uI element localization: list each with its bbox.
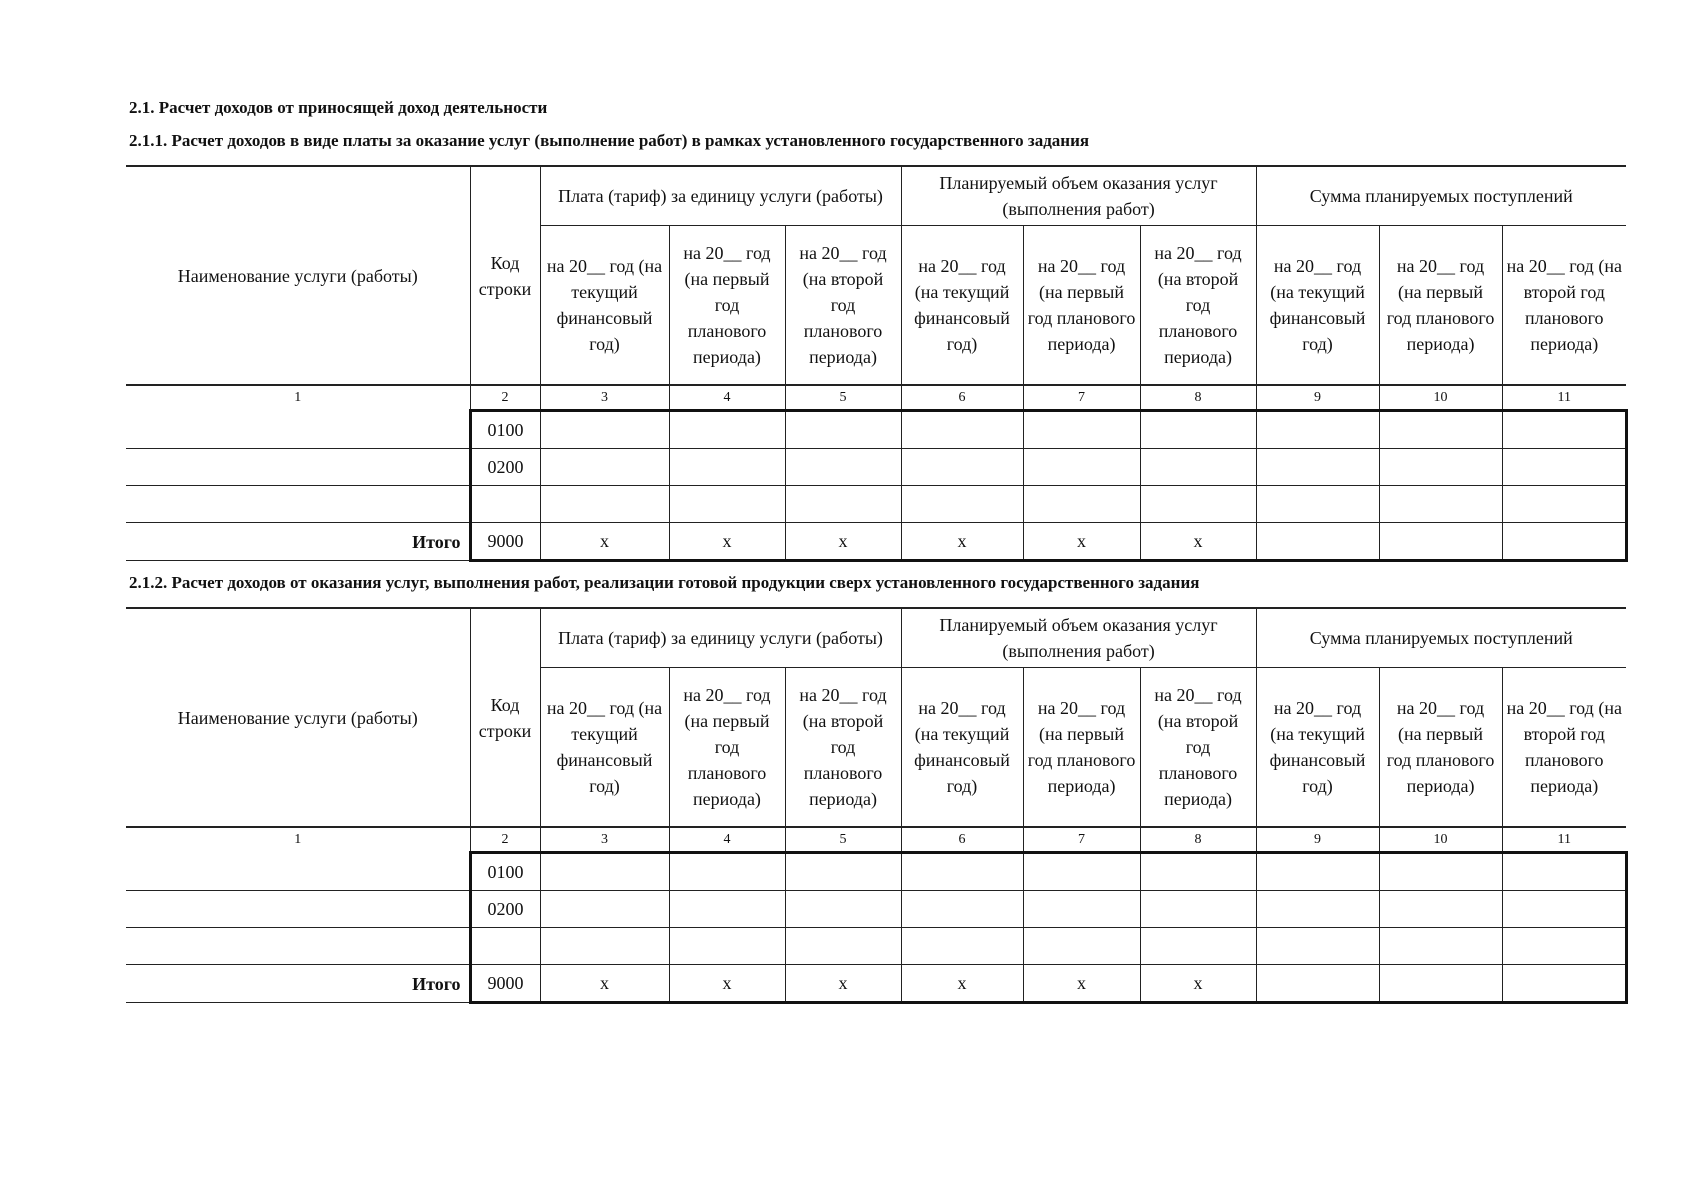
group-header-tariff: Плата (тариф) за единицу услуги (работы): [540, 608, 901, 668]
data-cell[interactable]: [1023, 411, 1140, 449]
table-row: [126, 449, 1626, 486]
data-cell[interactable]: [1502, 853, 1626, 891]
data-cell[interactable]: [1379, 486, 1502, 523]
total-code: 9000: [470, 965, 540, 1003]
col-number: 2: [470, 827, 540, 853]
col-number: 2: [470, 385, 540, 411]
service-name-cell[interactable]: [126, 891, 470, 928]
x-mark: x: [1140, 965, 1256, 1003]
data-cell[interactable]: [1502, 523, 1626, 561]
x-mark: x: [785, 523, 901, 561]
col-code-header: Код строки: [470, 608, 540, 827]
service-name-cell[interactable]: [126, 853, 470, 891]
x-mark: x: [901, 523, 1023, 561]
table-row: [126, 891, 1626, 928]
data-cell[interactable]: [1023, 891, 1140, 928]
data-cell[interactable]: [669, 853, 785, 891]
col-number: 10: [1379, 827, 1502, 853]
sub-header-first: на 20__ год (на первый год планового периода): [1023, 226, 1140, 386]
x-mark: x: [1140, 523, 1256, 561]
data-cell[interactable]: [901, 928, 1023, 965]
data-cell[interactable]: [669, 891, 785, 928]
data-cell[interactable]: [1379, 853, 1502, 891]
column-number-row: [126, 385, 1626, 411]
sub-header-current: на 20__ год (на текущий финансовый год): [540, 668, 669, 828]
data-cell[interactable]: [669, 411, 785, 449]
col-name-header: Наименование услуги (работы): [126, 166, 470, 385]
col-number: 7: [1023, 385, 1140, 411]
data-cell[interactable]: [1502, 928, 1626, 965]
data-cell[interactable]: [1140, 928, 1256, 965]
col-number: 11: [1502, 827, 1626, 853]
col-number: 1: [126, 385, 470, 411]
data-cell[interactable]: [1379, 965, 1502, 1003]
col-number: 1: [126, 827, 470, 853]
data-cell[interactable]: [785, 411, 901, 449]
sub-header-first: на 20__ год (на первый год планового периода): [1379, 668, 1502, 828]
sub-header-first: на 20__ год (на первый год планового периода): [669, 226, 785, 386]
col-number: 4: [669, 827, 785, 853]
x-mark: x: [901, 965, 1023, 1003]
sub-header-second: на 20__ год (на второй год планового периода): [785, 226, 901, 386]
sub-header-first: на 20__ год (на первый год планового периода): [1023, 668, 1140, 828]
sub-header-first: на 20__ год (на первый год планового периода): [1379, 226, 1502, 386]
col-number: 8: [1140, 385, 1256, 411]
group-header-sum: Сумма планируемых поступлений: [1256, 166, 1626, 226]
data-cell[interactable]: [785, 891, 901, 928]
row-code: 0100: [470, 411, 540, 449]
col-number: 6: [901, 385, 1023, 411]
total-row: [126, 965, 1626, 1003]
group-header-sum: Сумма планируемых поступлений: [1256, 608, 1626, 668]
data-cell[interactable]: [540, 486, 669, 523]
sub-header-current: на 20__ год (на текущий финансовый год): [1256, 668, 1379, 828]
col-number: 5: [785, 827, 901, 853]
x-mark: x: [669, 523, 785, 561]
data-cell[interactable]: [901, 891, 1023, 928]
data-cell[interactable]: [1256, 449, 1379, 486]
data-cell[interactable]: [1256, 891, 1379, 928]
table-row: [126, 411, 1626, 449]
service-name-cell[interactable]: [126, 928, 470, 965]
x-mark: x: [1023, 965, 1140, 1003]
col-number: 5: [785, 385, 901, 411]
service-name-cell[interactable]: [126, 449, 470, 486]
sub-header-first: на 20__ год (на первый год планового периода): [669, 668, 785, 828]
section-title: 2.1. Расчет доходов от приносящей доход деятельности: [129, 98, 548, 117]
data-cell[interactable]: [1140, 853, 1256, 891]
sub-header-second: на 20__ год (на второй год планового периода): [1502, 226, 1626, 386]
row-code: 0200: [470, 449, 540, 486]
col-number: 11: [1502, 385, 1626, 411]
table-row: [126, 853, 1626, 891]
table-row: [126, 486, 1626, 523]
data-cell[interactable]: [540, 449, 669, 486]
data-cell[interactable]: [1502, 965, 1626, 1003]
col-number: 9: [1256, 385, 1379, 411]
data-cell[interactable]: [1140, 891, 1256, 928]
data-cell[interactable]: [901, 449, 1023, 486]
data-cell[interactable]: [1256, 928, 1379, 965]
service-name-cell[interactable]: [126, 486, 470, 523]
total-row: [126, 523, 1626, 561]
data-cell[interactable]: [1023, 928, 1140, 965]
data-cell[interactable]: [1256, 411, 1379, 449]
col-number: 7: [1023, 827, 1140, 853]
data-cell[interactable]: [1140, 449, 1256, 486]
data-cell[interactable]: [901, 853, 1023, 891]
table1: [126, 165, 1626, 562]
data-cell[interactable]: [1256, 965, 1379, 1003]
data-cell[interactable]: [1379, 411, 1502, 449]
total-label: Итого: [126, 965, 470, 1003]
data-cell[interactable]: [1502, 411, 1626, 449]
table2: [126, 607, 1626, 1004]
data-cell[interactable]: [901, 486, 1023, 523]
data-cell[interactable]: [1140, 411, 1256, 449]
data-cell[interactable]: [785, 449, 901, 486]
x-mark: x: [785, 965, 901, 1003]
col-name-header: Наименование услуги (работы): [126, 608, 470, 827]
service-name-cell[interactable]: [126, 411, 470, 449]
data-cell[interactable]: [785, 853, 901, 891]
data-cell[interactable]: [540, 928, 669, 965]
data-cell[interactable]: [1256, 523, 1379, 561]
data-cell[interactable]: [1502, 449, 1626, 486]
sub-header-current: на 20__ год (на текущий финансовый год): [901, 668, 1023, 828]
x-mark: x: [669, 965, 785, 1003]
data-cell[interactable]: [540, 411, 669, 449]
total-code: 9000: [470, 523, 540, 561]
data-cell[interactable]: [540, 891, 669, 928]
data-cell[interactable]: [1379, 449, 1502, 486]
data-cell[interactable]: [540, 853, 669, 891]
table2-title: 2.1.2. Расчет доходов от оказания услуг, выполнения работ, реализации готовой продукции сверх установленного государственного задания: [129, 573, 1200, 592]
data-cell[interactable]: [1256, 486, 1379, 523]
sub-header-second: на 20__ год (на второй год планового периода): [1140, 226, 1256, 386]
column-number-row: [126, 827, 1626, 853]
row-code: [470, 486, 540, 523]
total-label: Итого: [126, 523, 470, 561]
data-cell[interactable]: [669, 449, 785, 486]
data-cell[interactable]: [1256, 853, 1379, 891]
sub-header-second: на 20__ год (на второй год планового периода): [1140, 668, 1256, 828]
col-number: 10: [1379, 385, 1502, 411]
data-cell[interactable]: [1023, 853, 1140, 891]
data-cell[interactable]: [1379, 523, 1502, 561]
data-cell[interactable]: [669, 928, 785, 965]
data-cell[interactable]: [785, 486, 901, 523]
col-number: 9: [1256, 827, 1379, 853]
group-header-volume: Планируемый объем оказания услуг (выполнения работ): [901, 166, 1256, 226]
data-cell[interactable]: [669, 486, 785, 523]
col-number: 3: [540, 385, 669, 411]
sub-header-second: на 20__ год (на второй год планового периода): [1502, 668, 1626, 828]
row-code: [470, 928, 540, 965]
col-number: 3: [540, 827, 669, 853]
col-code-header: Код строки: [470, 166, 540, 385]
group-header-tariff: Плата (тариф) за единицу услуги (работы): [540, 166, 901, 226]
table-row: [126, 928, 1626, 965]
table1-title: 2.1.1. Расчет доходов в виде платы за оказание услуг (выполнение работ) в рамках установленного государственного задания: [129, 131, 1090, 150]
col-number: 8: [1140, 827, 1256, 853]
group-header-volume: Планируемый объем оказания услуг (выполнения работ): [901, 608, 1256, 668]
data-cell[interactable]: [1502, 891, 1626, 928]
x-mark: x: [540, 965, 669, 1003]
sub-header-second: на 20__ год (на второй год планового периода): [785, 668, 901, 828]
data-cell[interactable]: [1379, 928, 1502, 965]
data-cell[interactable]: [1140, 486, 1256, 523]
x-mark: x: [540, 523, 669, 561]
x-mark: x: [1023, 523, 1140, 561]
data-cell[interactable]: [1379, 891, 1502, 928]
sub-header-current: на 20__ год (на текущий финансовый год): [540, 226, 669, 386]
data-cell[interactable]: [1502, 486, 1626, 523]
col-number: 6: [901, 827, 1023, 853]
row-code: 0100: [470, 853, 540, 891]
data-cell[interactable]: [901, 411, 1023, 449]
row-code: 0200: [470, 891, 540, 928]
sub-header-current: на 20__ год (на текущий финансовый год): [1256, 226, 1379, 386]
data-cell[interactable]: [1023, 449, 1140, 486]
sub-header-current: на 20__ год (на текущий финансовый год): [901, 226, 1023, 386]
data-cell[interactable]: [1023, 486, 1140, 523]
col-number: 4: [669, 385, 785, 411]
data-cell[interactable]: [785, 928, 901, 965]
